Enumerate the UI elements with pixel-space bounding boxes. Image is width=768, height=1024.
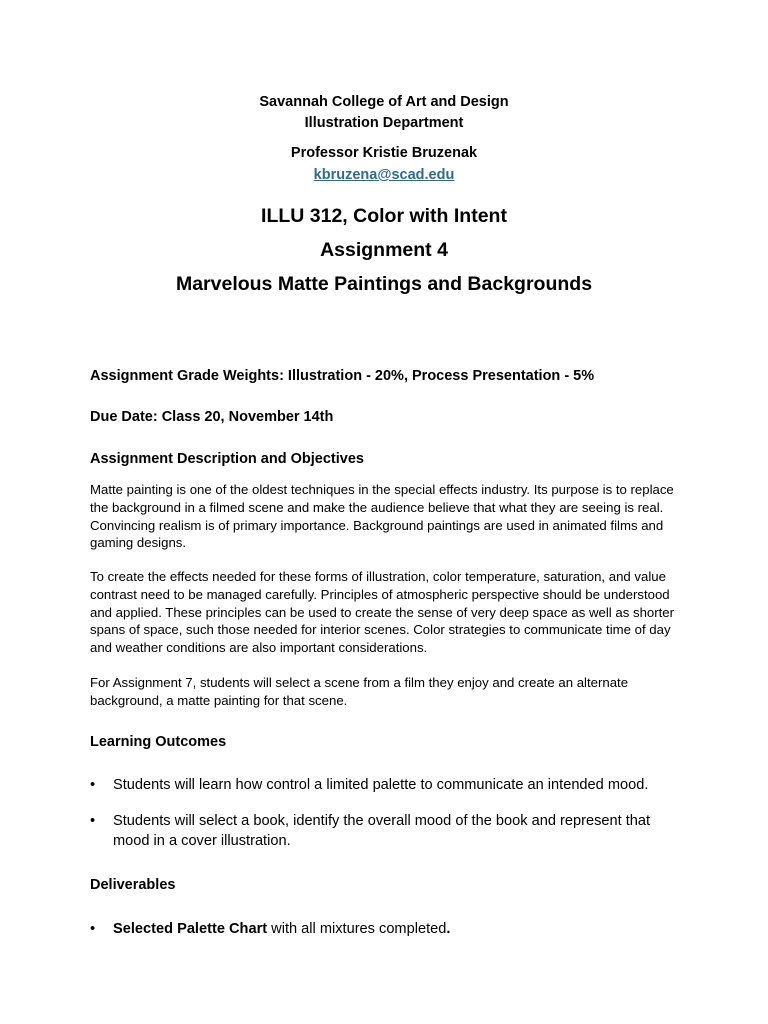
college-name: Savannah College of Art and Design xyxy=(259,94,509,110)
grade-weights: Assignment Grade Weights: Illustration - 20%, Process Presentation - 5% xyxy=(90,368,595,384)
deliverable-item xyxy=(90,919,680,939)
professor-name: Professor Kristie Bruzenak xyxy=(290,145,478,161)
learning-outcome-text: Students will learn how control a limited palette to communicate an intended mood. xyxy=(113,777,649,793)
deliverable-bold: Selected Palette Chart xyxy=(113,921,268,937)
deliverables-heading: Deliverables xyxy=(90,877,176,893)
assignment-title: Marvelous Matte Paintings and Backgrounds xyxy=(175,273,593,295)
email-link[interactable]: kbruzena@scad.edu xyxy=(313,167,455,183)
bullet-icon: • xyxy=(90,777,96,793)
due-date: Due Date: Class 20, November 14th xyxy=(90,409,334,425)
department-name: Illustration Department xyxy=(304,115,464,131)
learning-outcome-item xyxy=(90,811,680,851)
description-paragraph-1: Matte painting is one of the oldest techniques in the special effects industry. Its purpose is to replace the background in a filmed scene and make the audience believe that what they are seeing is real. Convincing realism is of primary importance. Background paintings are used in animated films and gaming designs. xyxy=(90,482,674,551)
learning-outcome-item xyxy=(90,775,680,795)
learning-outcome-text: Students will select a book, identify the overall mood of the book and represent that mood in a cover illustration. xyxy=(113,813,651,849)
learning-outcomes-heading: Learning Outcomes xyxy=(90,734,227,750)
bullet-icon: • xyxy=(90,813,96,829)
assignment-number: Assignment 4 xyxy=(320,239,448,261)
deliverable-rest: with all mixtures completed xyxy=(267,921,447,937)
bullet-icon: • xyxy=(90,921,96,937)
description-paragraph-2: To create the effects needed for these forms of illustration, color temperature, saturation, and value contrast need to be managed carefully. Principles of atmospheric perspective should be understood and applied. These principles can be used to create the sense of very deep space as well as shorter spans of space, such those needed for interior scenes. Color strategies to communicate time of day and weather conditions are also important considerations. xyxy=(90,569,675,656)
course-title: ILLU 312, Color with Intent xyxy=(261,205,507,227)
email-row xyxy=(0,166,768,184)
deliverable-text xyxy=(113,919,680,939)
description-heading: Assignment Description and Objectives xyxy=(90,451,364,467)
description-paragraph-3: For Assignment 7, students will select a scene from a film they enjoy and create an alternate background, a matte painting for that scene. xyxy=(90,675,629,708)
deliverable-end: . xyxy=(446,921,451,937)
